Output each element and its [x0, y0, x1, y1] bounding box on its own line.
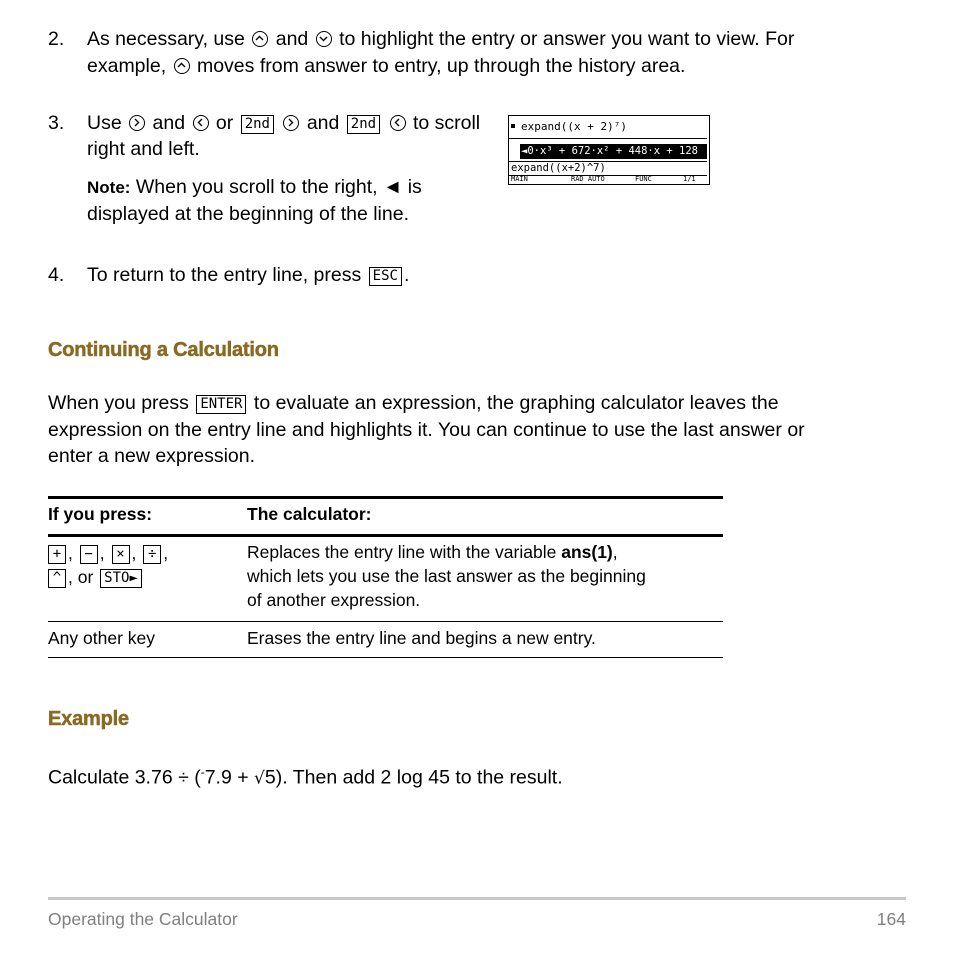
- key-2nd: 2nd: [241, 115, 274, 134]
- calculator-screen: [508, 115, 710, 185]
- step-2-line-1: As necessary, use and to highlight the entry or answer you want to view. For: [87, 28, 795, 50]
- table-row-2-key: Any other key: [48, 628, 155, 648]
- step-3-note-line-2: displayed at the beginning of the line.: [87, 203, 409, 225]
- history-expression: expand((x + 2)⁷): [521, 120, 627, 133]
- entry-line: expand((x+2)^7): [511, 162, 606, 174]
- step-2-number: 2.: [48, 28, 65, 50]
- negative-sign: -: [200, 765, 205, 779]
- table-header-the-calculator: The calculator:: [247, 504, 372, 524]
- table-bottom-rule: [48, 657, 723, 658]
- footer-page-number: 164: [876, 909, 906, 929]
- step-3-note-line-1: Note: When you scroll to the right, ◄ is: [87, 176, 422, 198]
- key-enter: ENTER: [196, 395, 246, 414]
- table-header-if-you-press: If you press:: [48, 504, 153, 524]
- cursor-right-icon: [283, 115, 299, 131]
- section-1-para-line-2: expression on the entry line and highlights it. You can continue to use the last answer or: [48, 419, 805, 441]
- key-plus: +: [48, 545, 66, 564]
- step-3-line-2: right and left.: [87, 138, 200, 160]
- key-sto: STO►: [100, 569, 142, 588]
- status-page: 1/1: [683, 175, 696, 183]
- cursor-left-icon: [193, 115, 209, 131]
- step-3-line-1: Use and or 2nd and 2nd to scroll: [87, 112, 481, 134]
- key-divide: ÷: [143, 545, 161, 564]
- status-func: FUNC: [635, 175, 652, 183]
- cursor-down-icon: [316, 31, 332, 47]
- cursor-up-icon: [252, 31, 268, 47]
- table-row-1-keys: + , − , × , ÷ , ^ , or STO►: [48, 541, 168, 589]
- step-4-number: 4.: [48, 264, 65, 286]
- table-top-rule: [48, 496, 723, 499]
- key-esc: ESC: [369, 267, 402, 286]
- status-mode: RAD AUTO: [571, 175, 605, 183]
- section-heading-example: Example: [48, 708, 129, 730]
- sqrt-symbol: √: [254, 768, 265, 789]
- cursor-up-icon: [174, 58, 190, 74]
- status-main: MAIN: [511, 175, 528, 183]
- example-text: Calculate 3.76 ÷ (-7.9 + √5). Then add 2 log 45 to the result.: [48, 765, 563, 789]
- footer-title: Operating the Calculator: [48, 909, 238, 929]
- table-row-1-description: Replaces the entry line with the variable ans(1), which lets you use the last answer as the beginning of another expression.: [247, 542, 646, 610]
- status-bar-top: [509, 175, 707, 176]
- screen-divider: [509, 138, 707, 139]
- key-multiply: ×: [112, 545, 130, 564]
- step-3-number: 3.: [48, 112, 65, 134]
- note-label: Note:: [87, 178, 131, 197]
- section-1-para-line-3: enter a new expression.: [48, 445, 256, 467]
- step-4-line: To return to the entry line, press ESC .: [87, 264, 410, 286]
- section-1-para-line-1: When you press ENTER to evaluate an expression, the graphing calculator leaves the: [48, 392, 779, 414]
- key-caret: ^: [48, 569, 66, 588]
- section-heading-continuing: Continuing a Calculation: [48, 339, 279, 361]
- highlighted-answer: ◄0·x³ + 672·x² + 448·x + 128: [520, 144, 707, 159]
- key-2nd: 2nd: [347, 115, 380, 134]
- history-marker: [511, 125, 519, 128]
- table-row-2-description: Erases the entry line and begins a new entry.: [247, 628, 596, 648]
- footer-rule: [48, 897, 906, 900]
- table-header-rule: [48, 534, 723, 537]
- cursor-left-icon: [390, 115, 406, 131]
- table-row-rule: [48, 621, 723, 622]
- cursor-right-icon: [129, 115, 145, 131]
- key-minus: −: [80, 545, 98, 564]
- step-2-line-2: example, moves from answer to entry, up through the history area.: [87, 55, 686, 77]
